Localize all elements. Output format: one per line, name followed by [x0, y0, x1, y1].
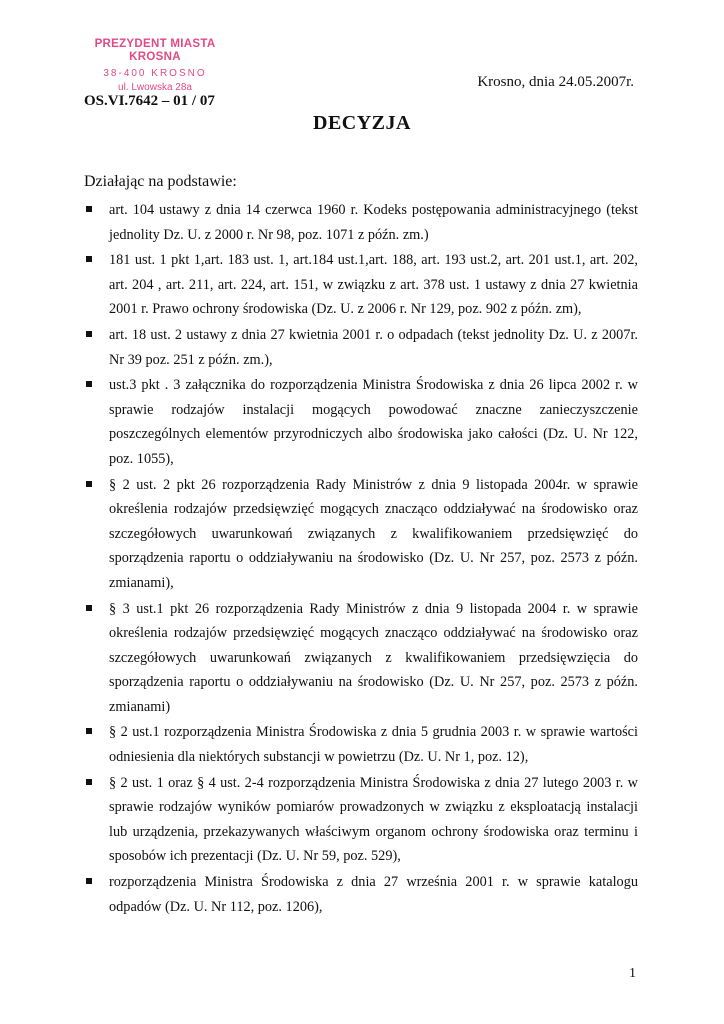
place-and-date: Krosno, dnia 24.05.2007r. — [477, 74, 634, 90]
legal-basis-item: § 3 ust.1 pkt 26 rozporządzenia Rady Ministrów z dnia 9 listopada 2004 r. w sprawie określenia rodzajów przedsięwzięć mogących znacząco oddziaływać na środowisko oraz szczegółowych uwarunkowań związanych z kwalifikowaniem przedsięwzięcia do sporządzenia raportu o oddziaływaniu na środowisko (Dz. U. Nr 257, poz. 2573 z późn. zmianami) — [84, 597, 638, 720]
legal-basis-item: § 2 ust. 1 oraz § 4 ust. 2-4 rozporządzenia Ministra Środowiska z dnia 27 lutego 2003 r. w sprawie rodzajów wyników pomiarów prowadzonych w związku z eksploatacją instalacji lub urządzenia, przekazywanych właściwym organom ochrony środowiska oraz terminu i sposobów ich prezentacji (Dz. U. Nr 59, poz. 529), — [84, 771, 638, 869]
legal-basis-item: ust.3 pkt . 3 załącznika do rozporządzenia Ministra Środowiska z dnia 26 lipca 2002 r. w sprawie rodzajów instalacji mogących powodować znaczne zanieczyszczenie poszczególnych elementów przyrodniczych albo środowiska jako całości (Dz. U. Nr 122, poz. 1055), — [84, 373, 638, 471]
case-reference-number: OS.VI.7642 – 01 / 07 — [84, 93, 215, 109]
official-stamp — [84, 38, 226, 93]
legal-basis-item: 181 ust. 1 pkt 1,art. 183 ust. 1, art.184 ust.1,art. 188, art. 193 ust.2, art. 201 ust.1, art. 202, art. 204 , art. 211, art. 224, art. 151, w związku z art. 378 ust. 1 ustawy z dnia 27 kwietnia 2001 r. Prawo ochrony środowiska (Dz. U. z 2006 r. Nr 129, poz. 902 z późn. zm), — [84, 248, 638, 322]
legal-basis-item: rozporządzenia Ministra Środowiska z dnia 27 września 2001 r. w sprawie katalogu odpadów (Dz. U. Nr 112, poz. 1206), — [84, 870, 638, 919]
legal-basis-item: § 2 ust. 2 pkt 26 rozporządzenia Rady Ministrów z dnia 9 listopada 2004r. w sprawie określenia rodzajów przedsięwzięć mogących znacząco oddziaływać na środowisko oraz szczegółowych uwarunkowań związanych z kwalifikowaniem przedsięwzięć do sporządzenia raportu o oddziaływaniu na środowisko (Dz. U. Nr 257, poz. 2573 z późn. zmianami), — [84, 473, 638, 596]
page-number: 1 — [629, 966, 636, 981]
legal-basis-list — [84, 198, 638, 920]
legal-basis-item: § 2 ust.1 rozporządzenia Ministra Środowiska z dnia 5 grudnia 2003 r. w sprawie wartości odniesienia dla niektórych substancji w powietrzu (Dz. U. Nr 1, poz. 12), — [84, 720, 638, 769]
legal-basis-item: art. 18 ust. 2 ustawy z dnia 27 kwietnia 2001 r. o odpadach (tekst jednolity Dz. U. z 2007r. Nr 39 poz. 251 z późn. zm.), — [84, 323, 638, 372]
legal-basis-item: art. 104 ustawy z dnia 14 czerwca 1960 r. Kodeks postępowania administracyjnego (tekst jednolity Dz. U. z 2000 r. Nr 98, poz. 1071 z późn. zm.) — [84, 198, 638, 247]
stamp-line-postcode: 38-400 KROSNO — [103, 68, 207, 79]
document-title: DECYZJA — [313, 112, 411, 134]
stamp-line-office: PREZYDENT MIASTA KROSNA — [94, 38, 216, 63]
stamp-line-street: ul. Lwowska 28a — [118, 82, 192, 93]
legal-basis-intro: Działając na podstawie: — [84, 173, 237, 190]
